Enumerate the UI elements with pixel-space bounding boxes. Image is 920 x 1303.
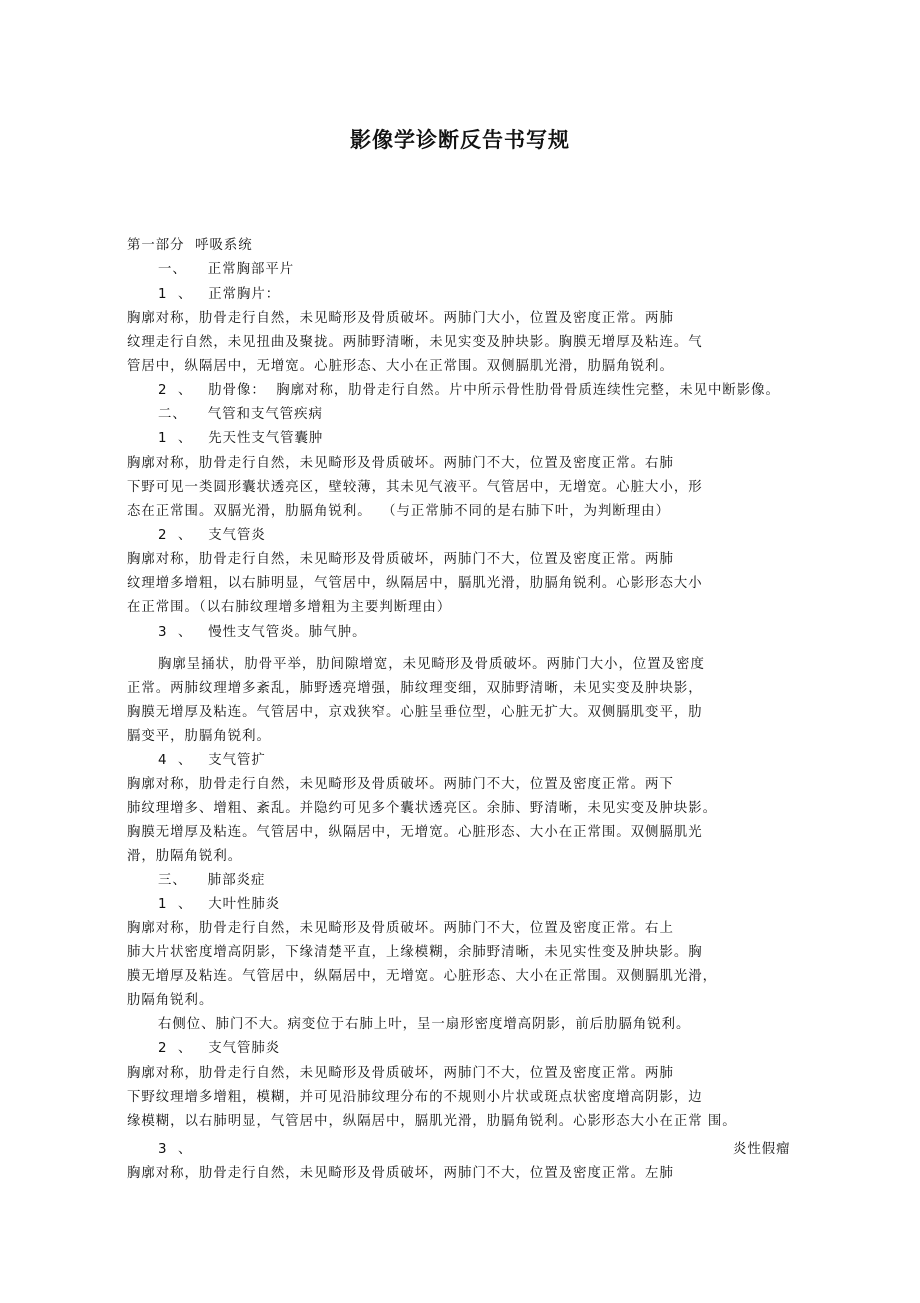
body-line: 正常。两肺纹理增多紊乱，肺野透亮增强，肺纹理变细，双肺野清晰，未见实变及肿块影， [127,681,703,696]
subsection-heading: 2 、 肋骨像： 胸廓对称，肋骨走行自然。片中所示骨性肋骨骨质连续性完整，未见中断影像。 [158,383,780,398]
body-line: 肺大片状密度增高阴影，下缘清楚平直，上缘模糊，余肺野清晰，未见实性变及肿块影。胸 [127,945,703,960]
body-line: 下野纹理增多增粗，模糊，并可见沿肺纹理分布的不规则小片状或斑点状密度增高阴影，边 [127,1090,703,1105]
subsection-number: 3 、 [158,1142,193,1157]
subsection-heading: 1 、 大叶性肺炎 [158,897,281,912]
body-line: 缘模糊，以右肺明显，气管居中，纵隔居中，膈肌光滑，肋膈角锐利。心影形态大小在正常 围。 [127,1114,737,1129]
body-line: 胸廓对称，肋骨走行自然，未见畸形及骨质破坏，两肺门不大，位置及密度正常。两肺 [127,1066,674,1081]
subsection-heading: 1 、 正常胸片： [158,287,281,302]
section-heading: 二、 气管和支气管疾病 [158,407,323,422]
body-line: 肺纹理增多、增粗、紊乱。并隐约可见多个囊状透亮区。余肺、野清晰，未见实变及肿块影。 [127,801,718,816]
document-title: 影像学诊断反告书写规 [350,128,570,152]
section-heading: 三、 肺部炎症 [158,873,266,888]
body-line: 纹理增多增粗，以右肺明显，气管居中，纵隔居中，膈肌光滑，肋膈角锐利。心影形态大小 [127,576,703,591]
body-line: 胸廓对称，肋骨走行自然，未见畸形及骨质破坏。两肺门不大，位置及密度正常。右上 [127,921,674,936]
body-line: 胸廓对称，肋骨走行自然，未见畸形及骨质破坏，两肺门不大，位置及密度正常。两肺 [127,552,674,567]
body-line: 下野可见一类圆形囊状透亮区，壁较薄，其未见气液平。气管居中，无增宽。心脏大小，形 [127,480,703,495]
body-line: 滑，肋隔角锐利。 [127,849,243,864]
subsection-heading: 4 、 支气管扩 [158,753,266,768]
subsection-heading: 2 、 支气管肺炎 [158,1041,281,1056]
body-line: 胸廓对称，肋骨走行自然，未见畸形及骨质破坏。两肺门不大，位置及密度正常。两下 [127,777,674,792]
part-heading: 第一部分 呼吸系统 [127,238,253,253]
body-line: 纹理走行自然，未见扭曲及聚拢。两肺野清晰，未见实变及肿块影。胸膜无增厚及粘连。气 [127,335,703,350]
body-line: 态在正常围。双膈光滑，肋膈角锐利。 （与正常肺不同的是右肺下叶，为判断理由） [127,504,670,519]
body-line: 胸廓呈捅状，肋骨平举，肋间隙增宽，未见畸形及骨质破坏。两肺门大小，位置及密度 [158,657,705,672]
subsection-title: 炎性假瘤 [733,1142,791,1157]
section-heading: 一、 正常胸部平片 [158,262,295,277]
body-line: 胸廓对称，肋骨走行自然，未见畸形及骨质破坏，两肺门不大，位置及密度正常。左肺 [127,1166,674,1181]
body-line: 胸膜无增厚及粘连。气管居中，纵隔居中，无增宽。心脏形态、大小在正常围。双侧膈肌光 [127,825,703,840]
body-line: 膈变平，肋膈角锐利。 [127,729,271,744]
subsection-heading: 1 、 先天性支气管囊肿 [158,431,324,446]
body-line: 膜无增厚及粘连。气管居中，纵隔居中，无增宽。心脏形态、大小在正常围。双侧膈肌光滑， [127,969,718,984]
body-line: 胸廓对称，肋骨走行自然，未见畸形及骨质破坏。两肺门不大，位置及密度正常。右肺 [127,456,674,471]
body-line: 肋隔角锐利。 [127,993,214,1008]
body-line: 胸廓对称，肋骨走行自然，未见畸形及骨质破坏。两肺门大小，位置及密度正常。两肺 [127,311,674,326]
body-line: 管居中，纵隔居中，无增宽。心脏形态、大小在正常围。双侧膈肌光滑，肋膈角锐利。 [127,359,674,374]
subsection-heading: 3 、 慢性支气管炎。肺气肿。 [158,625,367,640]
body-line: 在正常围。（以右肺纹理增多增粗为主要判断理由） [127,600,452,615]
body-line: 右侧位、肺门不大。病变位于右肺上叶，呈一扇形密度增高阴影，前后肋膈角锐利。 [158,1017,691,1032]
body-line: 胸膜无增厚及粘连。气管居中，京戏狭窄。心脏呈垂位型，心脏无扩大。双侧膈肌变平，肋 [127,705,703,720]
subsection-heading: 2 、 支气管炎 [158,528,266,543]
